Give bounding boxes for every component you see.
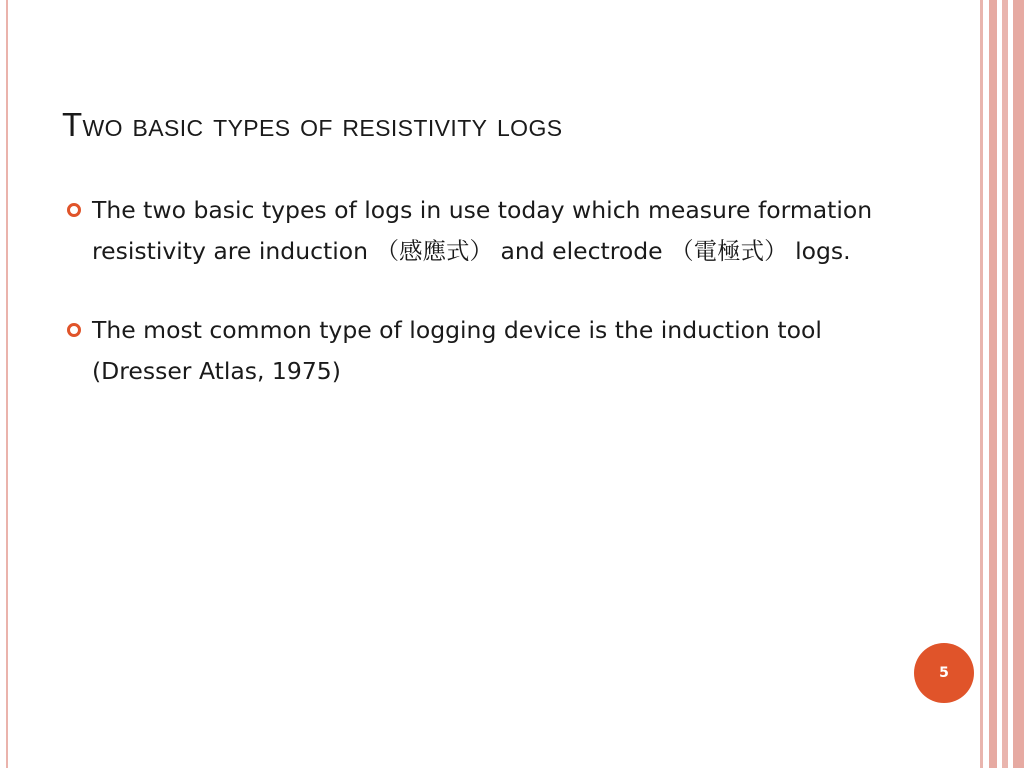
right-border-stripe: [989, 0, 997, 768]
ring-bullet-icon: [67, 323, 81, 337]
bullet-text: The most common type of logging device is the induction tool (Dresser Atlas, 1975): [92, 316, 822, 385]
ring-bullet-icon: [67, 203, 81, 217]
left-border-line: [6, 0, 8, 768]
bullet-text: The two basic types of logs in use today which measure formation resistivity are induction （感應式） and electrode （電極式） logs.: [92, 196, 873, 265]
bullet-item: [62, 190, 912, 272]
slide-title: Two basic types of resistivity logs: [62, 106, 563, 143]
page-number-badge: 5: [914, 643, 974, 703]
right-border-stripe: [1013, 0, 1024, 768]
right-border-stripe: [1002, 0, 1008, 768]
bullet-list: [62, 190, 912, 392]
right-border-stripe: [980, 0, 983, 768]
bullet-item: [62, 310, 912, 392]
